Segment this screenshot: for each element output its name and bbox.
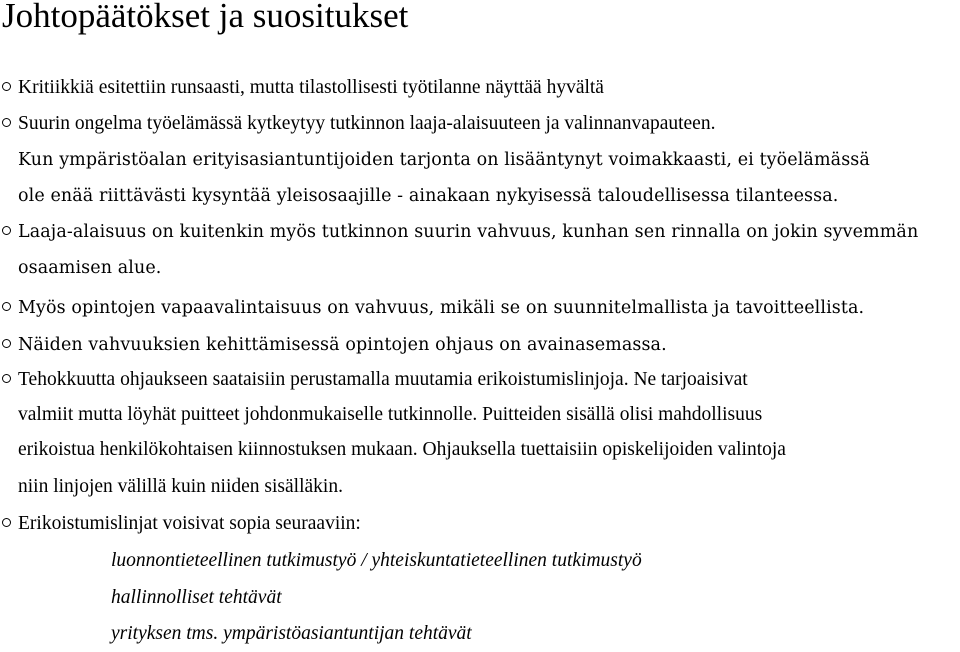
list-item-text: ole enää riittävästi kysyntää yleisosaajille - ainakaan nykyisessä taloudellisessa tilanteessa. [18,186,839,206]
sub-item-research: luonnontieteellinen tutkimustyö / yhteiskuntatieteellinen tutkimustyö [111,550,642,571]
list-item-text: niin linjojen välillä kuin niiden sisälläkin. [18,476,343,497]
bullet-icon [2,302,11,311]
bullet-icon [2,518,11,527]
list-item-text: erikoistua henkilökohtaisen kiinnostuksen mukaan. Ohjauksella tuettaisiin opiskelijoiden valintoja [18,439,786,460]
list-item [0,290,960,326]
bullet-icon [2,226,11,235]
list-item-text: valmiit mutta löyhät puitteet johdonmukaiselle tutkinnolle. Puitteiden sisällä olisi mahdollisuus [18,404,763,425]
list-item-text: Näiden vahvuuksien kehittämisessä opintojen ohjaus on avainasemassa. [18,335,667,355]
list-item [0,506,960,542]
sub-item-administration: hallinnolliset tehtävät [111,587,282,608]
list-item [0,70,960,106]
sub-item-consultant: yrityksen tms. ympäristöasiantuntijan tehtävät [111,623,472,644]
list-item [0,106,960,142]
list-item-text: Myös opintojen vapaavalintaisuus on vahvuus, mikäli se on suunnitelmallista ja tavoitteellista. [18,298,865,318]
list-item [0,327,960,363]
list-item-text: osaamisen alue. [18,258,162,278]
list-item-text: Kun ympäristöalan erityisasiantuntijoiden tarjonta on lisääntynyt voimakkaasti, ei työelämässä [18,150,870,170]
list-item-text: Kritiikkiä esitettiin runsaasti, mutta tilastollisesti työtilanne näyttää hyvältä [18,77,604,98]
list-item-text: Laaja-alaisuus on kuitenkin myös tutkinnon suurin vahvuus, kunhan sen rinnalla on jokin syvemmän [18,222,919,242]
list-item-text: Tehokkuutta ohjaukseen saataisiin perustamalla muutamia erikoistumislinjoja. Ne tarjoaisivat [18,369,748,390]
bullet-icon [2,339,11,348]
list-item-text: Suurin ongelma työelämässä kytkeytyy tutkinnon laaja-alaisuuteen ja valinnanvapauteen. [18,113,716,134]
list-item [0,362,960,506]
page-title: Johtopäätökset ja suositukset [2,0,409,35]
list-item-text: Erikoistumislinjat voisivat sopia seuraaviin: [18,513,361,534]
bullet-icon [2,82,11,91]
list-item-continuation [0,142,960,214]
bullet-icon [2,118,11,127]
bullet-icon [2,374,11,383]
list-item [0,214,960,286]
